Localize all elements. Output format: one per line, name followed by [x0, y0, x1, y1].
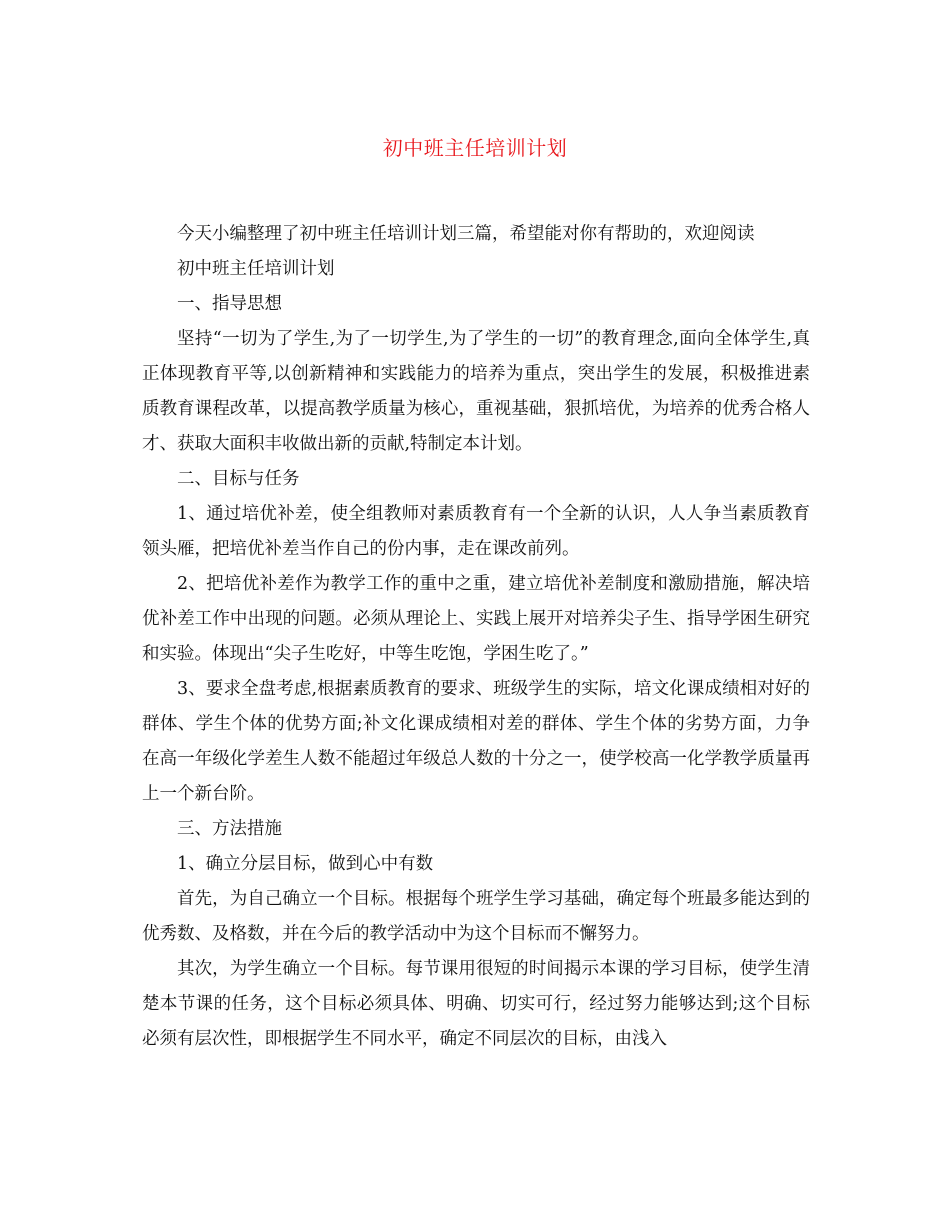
body-paragraph: 3、要求全盘考虑,根据素质教育的要求、班级学生的实际，培文化课成绩相对好的群体、学生个体的优势方面;补文化课成绩相对差的群体、学生个体的劣势方面，力争在高一年级化学差生人数不能超过年级总人数的十分之一，使学校高一化学教学质量再上一个新台阶。	[142, 679, 810, 804]
body-paragraph: 2、把培优补差作为教学工作的重中之重，建立培优补差制度和激励措施，解决培优补差工作中出现的问题。必须从理论上、实践上展开对培养尖子生、指导学困生研究和实验。体现出“尖子生吃好，中等生吃饱，学困生吃了。”	[142, 574, 810, 664]
body-paragraph: 1、通过培优补差，使全组教师对素质教育有一个全新的认识，人人争当素质教育领头雁，把培优补差当作自己的份内事，走在课改前列。	[142, 504, 810, 559]
body-paragraph: 其次，为学生确立一个目标。每节课用很短的时间揭示本课的学习目标，使学生清楚本节课的任务，这个目标必须具体、明确、切实可行，经过努力能够达到;这个目标必须有层次性，即根据学生不同水平，确定不同层次的目标，由浅入	[142, 959, 810, 1049]
intro-paragraph: 今天小编整理了初中班主任培训计划三篇，希望能对你有帮助的，欢迎阅读	[177, 224, 755, 244]
sub-heading: 1、确立分层目标，做到心中有数	[177, 854, 434, 874]
document-title: 初中班主任培训计划	[382, 136, 568, 160]
section-heading-methods: 三、方法措施	[177, 819, 282, 839]
body-paragraph: 首先，为自己确立一个目标。根据每个班学生学习基础，确定每个班最多能达到的优秀数、及格数，并在今后的教学活动中为这个目标而不懈努力。	[142, 889, 810, 944]
subtitle-paragraph: 初中班主任培训计划	[177, 259, 335, 279]
section-heading-goals-tasks: 二、目标与任务	[177, 469, 300, 489]
document-body	[142, 217, 810, 1057]
section-heading-guiding-ideology: 一、指导思想	[177, 294, 282, 314]
body-paragraph: 坚持“一切为了学生,为了一切学生,为了学生的一切”的教育理念,面向全体学生,真正体现教育平等,以创新精神和实践能力的培养为重点，突出学生的发展，积极推进素质教育课程改革，以提高教学质量为核心，重视基础，狠抓培优，为培养的优秀合格人才、获取大面积丰收做出新的贡献,特制定本计划。	[142, 329, 810, 454]
